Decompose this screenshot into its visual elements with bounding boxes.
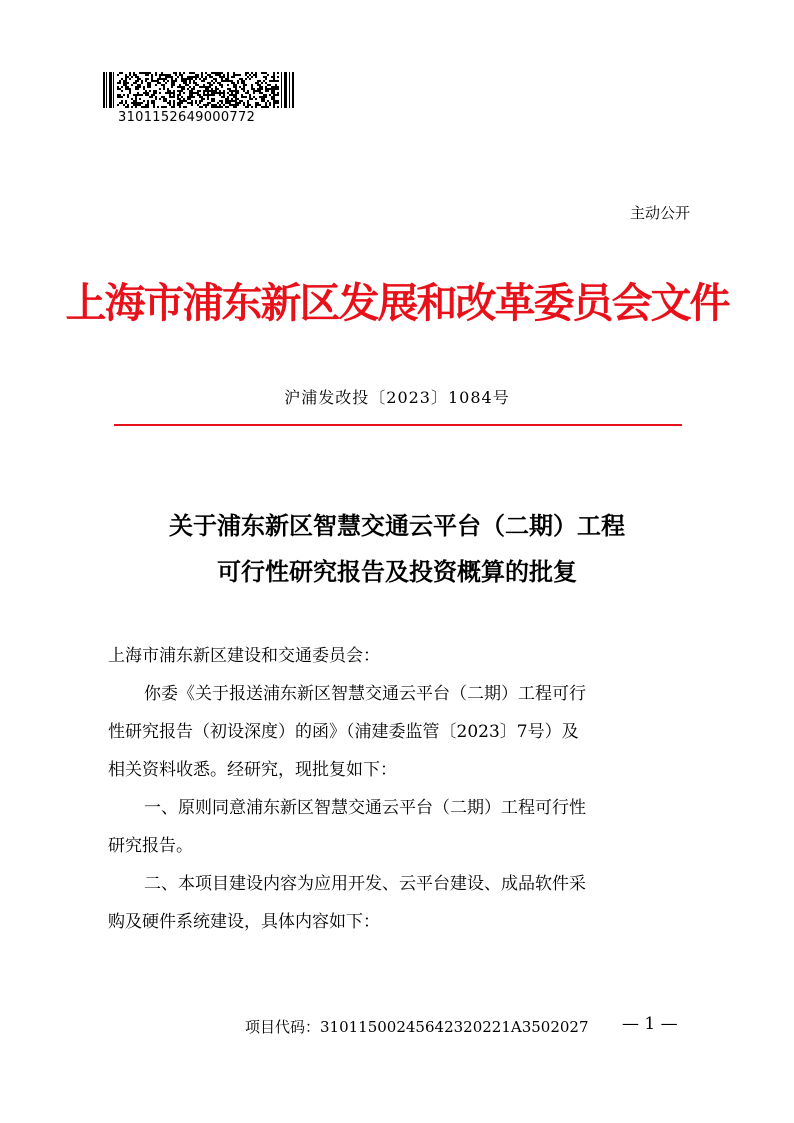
page-number: — 1 — [622, 1014, 678, 1034]
paragraph-3-line-2: 购及硬件系统建设，具体内容如下： [108, 912, 380, 932]
paragraph-3-line-1: 二、本项目建设内容为应用开发、云平台建设、成品软件采 [144, 874, 586, 894]
project-code: 项目代码：31011500245642320221A3502027 [245, 1018, 589, 1036]
red-divider-line [114, 424, 682, 426]
paragraph-2-line-1: 一、原则同意浦东新区智慧交通云平台（二期）工程可行性 [144, 798, 586, 818]
issuer-heading: 上海市浦东新区发展和改革委员会文件 [65, 279, 729, 327]
paragraph-1-line-2: 性研究报告（初设深度）的函》（浦建委监管〔2023〕7号）及 [108, 722, 579, 742]
document-title [0, 503, 794, 595]
paragraph-1-line-1: 你委《关于报送浦东新区智慧交通云平台（二期）工程可行 [144, 684, 586, 704]
barcode-number: 3101152649000772 [118, 110, 256, 125]
barcode [103, 72, 295, 108]
document-body [108, 637, 690, 941]
title-line-1: 关于浦东新区智慧交通云平台（二期）工程 [169, 511, 625, 540]
document-number: 沪浦发改投〔2023〕1084号 [284, 388, 510, 407]
title-line-2: 可行性研究报告及投资概算的批复 [217, 557, 577, 586]
disclosure-label: 主动公开 [629, 204, 690, 222]
recipient: 上海市浦东新区建设和交通委员会： [108, 646, 380, 666]
paragraph-2-line-2: 研究报告。 [108, 836, 193, 856]
paragraph-1-line-3: 相关资料收悉。经研究，现批复如下： [108, 760, 397, 780]
